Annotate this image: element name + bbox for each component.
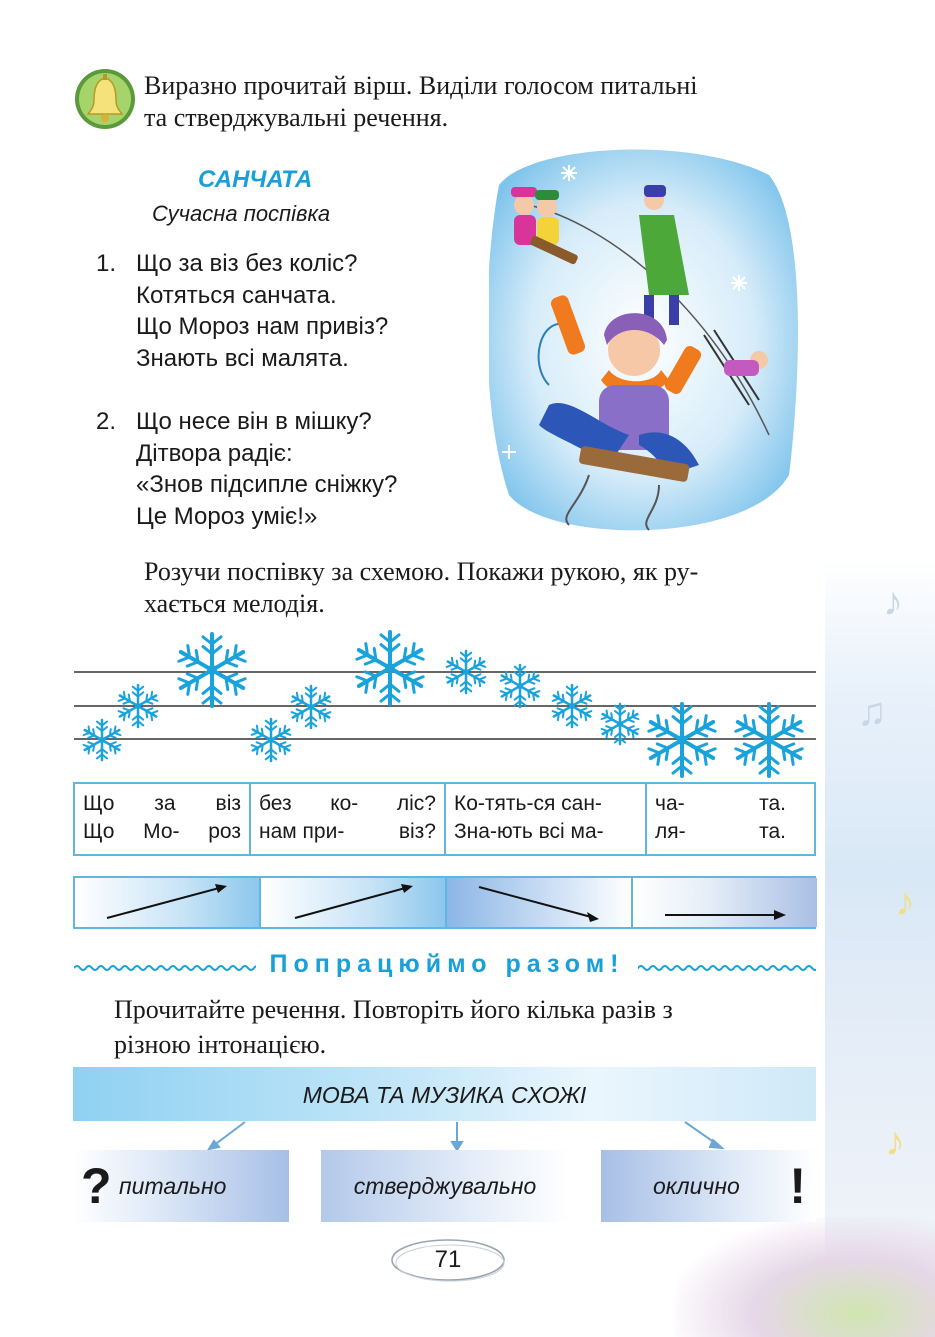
poem-title: САНЧАТА [198, 166, 313, 193]
syllable: та. [759, 820, 786, 843]
verse-line: Котяться санчата. [136, 281, 337, 309]
verse-line: Дітвора радіє: [136, 439, 293, 467]
verse-line: Це Мороз уміє!» [136, 502, 318, 530]
banner-connectors [73, 1120, 816, 1152]
instruction-line: та стверджувальні речення. [144, 103, 449, 132]
snowflake-note-icon [290, 686, 332, 728]
melody-staff [74, 628, 816, 778]
syllable: віз? [398, 820, 436, 843]
melody-arrow-down-icon [447, 878, 633, 927]
syllable: Мо- [143, 820, 180, 843]
syllable: Що [83, 792, 115, 815]
verse-number: 2. [96, 408, 117, 435]
snowflake-notes [82, 632, 804, 776]
task-instruction-2 [144, 556, 824, 620]
syllable: без [259, 792, 292, 815]
verse-line: Знають всі малята. [136, 344, 349, 372]
syllable-cell [251, 784, 446, 854]
snowflake-note-icon [499, 665, 541, 707]
melody-arrow-level-icon [633, 878, 817, 927]
snowflake-note-icon [176, 634, 247, 706]
melody-direction-scheme [73, 876, 816, 929]
verse-number: 1. [96, 250, 117, 277]
verse-line: «Знов підсипле сніжку? [136, 471, 398, 498]
syllable-cell [647, 784, 814, 854]
instruction-line: Виразно прочитай вірш. Виділи голосом питальні [144, 71, 698, 100]
melody-arrow-up-icon [75, 878, 261, 927]
syllable-cell [446, 784, 647, 854]
syllable: Зна-ють всі ма- [454, 820, 604, 843]
page-decoration-bottom [675, 1217, 935, 1337]
question-mark-icon: ? [81, 1158, 112, 1214]
bell-icon [74, 68, 136, 130]
music-note-icon: ♫ [857, 690, 887, 734]
syllable: Ко-тять-ся сан- [454, 792, 602, 815]
snowflake-note-icon [600, 704, 640, 744]
statement-intonation-box [321, 1150, 569, 1222]
music-note-icon: ♪ [883, 580, 903, 624]
instruction-line: різною інтонацією. [114, 1030, 327, 1059]
page-number [388, 1238, 508, 1284]
task-instruction-1 [144, 70, 834, 134]
syllable: ча- [655, 792, 685, 815]
exclamation-mark-icon: ! [789, 1158, 806, 1214]
syllable: ко- [330, 792, 359, 815]
section-heading-text: Попрацюймо разом! [256, 946, 638, 982]
syllable: за [154, 792, 176, 815]
syllable: ліс? [396, 792, 436, 815]
language-music-banner: МОВА ТА МУЗИКА СХОЖІ [73, 1067, 816, 1121]
syllable: роз [208, 820, 241, 843]
poem-subtitle: Сучасна поспівка [152, 201, 331, 226]
snowflake-note-icon [733, 704, 804, 776]
intonation-label: питально [119, 1173, 227, 1199]
snowflake-note-icon [250, 719, 292, 761]
snowflake-note-icon [646, 704, 717, 776]
verse-line: Що Мороз нам привіз? [136, 313, 389, 340]
intonation-label: стверджувально [353, 1173, 537, 1199]
syllable: віз [215, 792, 241, 815]
instruction-line: Розучи поспівку за схемою. Покажи рукою, як ру- [144, 557, 699, 586]
snowflake-note-icon [354, 632, 425, 704]
syllable-table [73, 782, 816, 856]
music-note-icon: ♪ [895, 880, 915, 924]
syllable: ля- [655, 820, 686, 843]
verse-line: Що несе він в мішку? [136, 408, 372, 435]
page-number-text: 71 [434, 1246, 462, 1273]
melody-arrow-up-icon [261, 878, 447, 927]
verse-line: Що за віз без коліс? [136, 250, 358, 277]
snowflake-note-icon [82, 720, 122, 760]
instruction-line: Прочитайте речення. Повторіть його кілька разів з [114, 995, 673, 1024]
music-note-icon: ♪ [885, 1120, 905, 1164]
syllable: нам при- [259, 820, 345, 843]
instruction-line: хається мелодія. [144, 589, 325, 618]
question-intonation-box [73, 1150, 289, 1222]
sledding-children-illustration [489, 145, 801, 540]
section-heading [74, 946, 816, 982]
syllable: та. [759, 792, 786, 815]
syllable-cell [75, 784, 251, 854]
syllable: Що [83, 820, 115, 843]
exclamation-intonation-box [601, 1150, 816, 1222]
task-instruction-3 [114, 992, 824, 1062]
intonation-label: оклично [653, 1173, 740, 1199]
